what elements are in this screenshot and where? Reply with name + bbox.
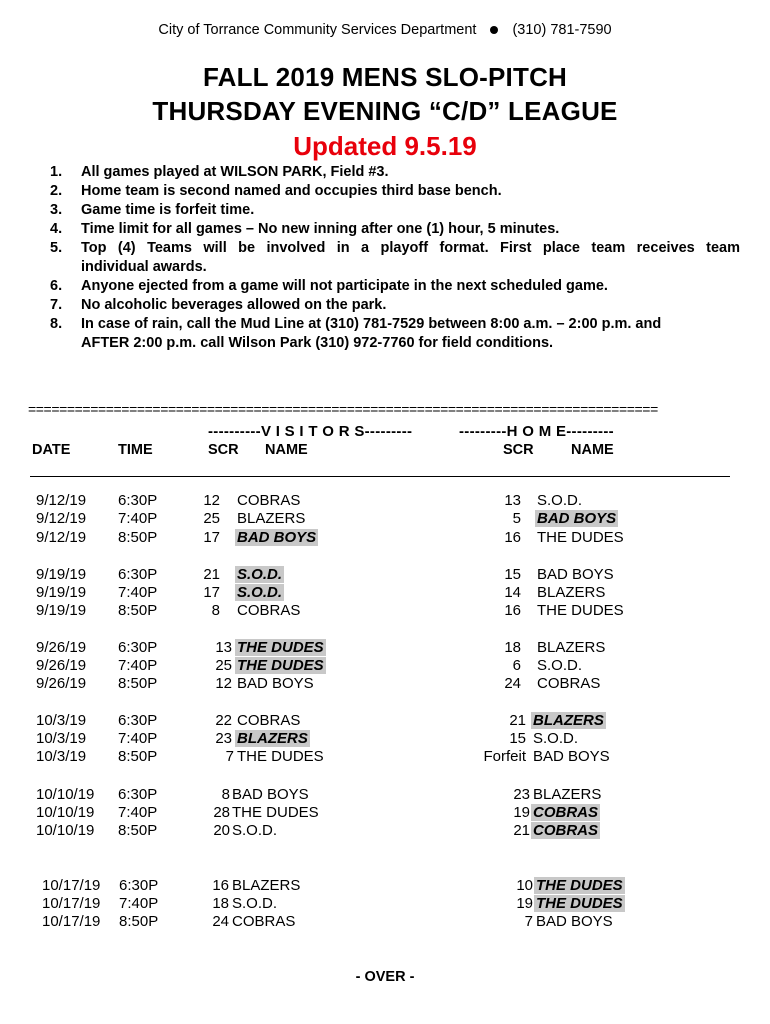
- home-score-text: 18: [504, 639, 521, 656]
- home-team-text: S.O.D.: [537, 492, 583, 509]
- game-time-text: 7:40P: [118, 730, 158, 747]
- visitor-team-text: THE DUDES: [237, 639, 324, 656]
- visitor-score: [213, 804, 230, 822]
- visitor-score: [222, 786, 230, 804]
- visitor-score: [203, 510, 220, 528]
- rule-item: [50, 296, 740, 315]
- divider-line: =================================================================================: [28, 401, 658, 417]
- visitor-team: [237, 748, 324, 766]
- home-score: [513, 786, 530, 804]
- visitor-score-text: 16: [212, 877, 229, 894]
- visitor-team-text: BLAZERS: [237, 730, 308, 747]
- home-team: [537, 492, 582, 510]
- game-time: [118, 602, 157, 620]
- home-score: [504, 529, 521, 547]
- home-score-text: 15: [504, 566, 521, 583]
- home-team-text: BLAZERS: [533, 786, 602, 803]
- visitor-score-text: 25: [215, 657, 232, 674]
- visitor-score: [203, 566, 220, 584]
- home-team-text: BLAZERS: [533, 712, 604, 729]
- home-team: [537, 510, 618, 528]
- rule-number: 1.: [50, 164, 63, 180]
- visitor-team: [237, 529, 318, 547]
- home-team: [533, 730, 578, 748]
- home-score: [513, 822, 530, 840]
- game-date: [36, 566, 86, 584]
- game-date: [36, 602, 86, 620]
- game-date: [36, 804, 94, 822]
- visitor-score-text: 22: [215, 712, 232, 729]
- home-team: [537, 584, 605, 602]
- home-team: [537, 529, 624, 547]
- home-score-text: 14: [504, 584, 521, 601]
- game-date-text: 10/17/19: [42, 895, 101, 912]
- visitor-score: [215, 657, 232, 675]
- home-score-text: 15: [509, 730, 526, 747]
- home-score: [509, 730, 526, 748]
- home-score: [504, 639, 521, 657]
- game-date-text: 10/17/19: [42, 877, 101, 894]
- home-team-text: S.O.D.: [537, 657, 583, 674]
- game-date-text: 10/3/19: [36, 748, 87, 765]
- home-score: [516, 895, 533, 913]
- league-rules-list: [50, 163, 740, 353]
- home-score-text: 5: [512, 510, 521, 527]
- game-time: [118, 584, 157, 602]
- visitor-score: [212, 913, 229, 931]
- home-team-text: COBRAS: [537, 675, 601, 692]
- visitor-score: [215, 639, 232, 657]
- game-date-text: 10/10/19: [36, 822, 95, 839]
- game-date-text: 9/12/19: [36, 492, 87, 509]
- visitor-score: [203, 492, 220, 510]
- home-team: [536, 877, 625, 895]
- rule-number: 8.: [50, 316, 63, 332]
- home-score: [513, 804, 530, 822]
- page-title-line-1: FALL 2019 MENS SLO-PITCH: [202, 62, 568, 92]
- home-team-text: BLAZERS: [537, 639, 606, 656]
- visitor-team-text: COBRAS: [237, 492, 301, 509]
- rule-text: Top (4) Teams will be involved in a playoff format. First place team receives team: [81, 240, 740, 256]
- rule-item: [50, 315, 740, 334]
- visitor-score-text: 18: [212, 895, 229, 912]
- rule-number: 2.: [50, 183, 63, 199]
- home-team-text: S.O.D.: [533, 730, 579, 747]
- visitor-team-text: THE DUDES: [237, 657, 324, 674]
- visitor-team-text: THE DUDES: [232, 804, 319, 821]
- rule-item: [50, 277, 740, 296]
- game-time-text: 7:40P: [118, 804, 158, 821]
- visitor-team: [232, 877, 300, 895]
- game-time: [118, 712, 157, 730]
- game-date: [36, 639, 86, 657]
- game-date: [36, 492, 86, 510]
- home-score-text: 16: [504, 602, 521, 619]
- home-team: [537, 657, 582, 675]
- home-score-text: 21: [509, 712, 526, 729]
- visitor-team-text: S.O.D.: [237, 584, 283, 601]
- visitor-team-text: S.O.D.: [232, 822, 278, 839]
- visitor-score-text: 13: [215, 639, 232, 656]
- visitor-team-text: S.O.D.: [232, 895, 278, 912]
- home-team: [537, 639, 605, 657]
- home-score: [504, 492, 521, 510]
- game-date: [36, 510, 86, 528]
- visitor-score: [215, 712, 232, 730]
- rule-text: Time limit for all games – No new inning after one (1) hour, 5 minutes.: [81, 221, 560, 237]
- home-team-text: THE DUDES: [537, 529, 624, 546]
- column-date: DATE: [32, 442, 71, 458]
- rule-number: 3.: [50, 202, 63, 218]
- home-score-text: 19: [516, 895, 533, 912]
- game-time: [118, 822, 157, 840]
- visitor-score: [215, 730, 232, 748]
- home-score: [504, 675, 521, 693]
- home-team-text: COBRAS: [533, 804, 599, 821]
- home-team-text: THE DUDES: [536, 877, 623, 894]
- rule-text: In case of rain, call the Mud Line at (310) 781-7529 between 8:00 a.m. – 2:00 p.m. and: [81, 316, 662, 332]
- home-score: [483, 748, 526, 766]
- visitor-team-text: COBRAS: [232, 913, 296, 930]
- header-underline: [30, 476, 730, 477]
- game-date: [36, 822, 94, 840]
- home-team-text: BLAZERS: [537, 584, 606, 601]
- department-name: City of Torrance Community Services Department: [158, 22, 477, 38]
- visitor-team: [237, 675, 314, 693]
- home-score-text: 10: [516, 877, 533, 894]
- home-team-text: BAD BOYS: [537, 566, 614, 583]
- game-date: [36, 748, 86, 766]
- column-home-score: SCR: [503, 442, 534, 458]
- game-date: [36, 730, 86, 748]
- visitor-team-text: BAD BOYS: [232, 786, 309, 803]
- visitors-header: ----------V I S I T O R S---------: [208, 423, 413, 440]
- column-time: TIME: [118, 442, 153, 458]
- rule-item: [50, 220, 740, 239]
- game-date: [42, 895, 100, 913]
- home-score-text: 16: [504, 529, 521, 546]
- game-date-text: 9/12/19: [36, 529, 87, 546]
- home-score-text: 19: [513, 804, 530, 821]
- game-date: [36, 675, 86, 693]
- home-score: [504, 584, 521, 602]
- rule-item: [50, 239, 740, 258]
- visitor-team-text: S.O.D.: [237, 566, 283, 583]
- visitor-score: [212, 895, 229, 913]
- rule-text: Home team is second named and occupies third base bench.: [81, 183, 502, 199]
- home-score-text: 13: [504, 492, 521, 509]
- visitor-score-text: 8: [221, 786, 230, 803]
- game-time: [118, 730, 157, 748]
- game-time: [118, 657, 157, 675]
- home-score: [504, 602, 521, 620]
- game-date-text: 10/10/19: [36, 804, 95, 821]
- game-date-text: 9/26/19: [36, 639, 87, 656]
- rule-item-continued: [50, 334, 740, 353]
- home-team: [533, 786, 601, 804]
- game-date-text: 9/19/19: [36, 584, 87, 601]
- home-team: [537, 602, 624, 620]
- game-time-text: 6:30P: [118, 566, 158, 583]
- game-time: [118, 492, 157, 510]
- rule-number: 5.: [50, 240, 63, 256]
- visitor-team-text: COBRAS: [237, 602, 301, 619]
- visitor-team: [237, 639, 326, 657]
- visitor-team-text: BAD BOYS: [237, 529, 317, 546]
- game-time-text: 7:40P: [118, 657, 158, 674]
- visitor-team: [237, 566, 284, 584]
- game-time-text: 6:30P: [118, 639, 158, 656]
- game-time: [118, 786, 157, 804]
- game-date-text: 10/10/19: [36, 786, 95, 803]
- home-score-text: 6: [512, 657, 521, 674]
- visitor-team-text: BLAZERS: [232, 877, 301, 894]
- department-header: [0, 22, 770, 38]
- home-score: [513, 510, 521, 528]
- visitor-team: [237, 510, 305, 528]
- rule-text: Game time is forfeit time.: [81, 202, 255, 218]
- rule-item: [50, 182, 740, 201]
- visitor-team: [232, 786, 309, 804]
- game-time: [119, 895, 158, 913]
- home-score: [513, 657, 521, 675]
- home-team: [536, 913, 613, 931]
- visitor-team: [237, 492, 300, 510]
- visitor-score: [212, 877, 229, 895]
- game-time-text: 8:50P: [118, 602, 158, 619]
- home-team-text: BAD BOYS: [533, 748, 610, 765]
- game-time-text: 7:40P: [118, 584, 158, 601]
- visitor-team: [237, 602, 300, 620]
- game-date: [36, 786, 94, 804]
- visitor-score-text: 12: [203, 492, 220, 509]
- game-date-text: 10/3/19: [36, 712, 87, 729]
- page-title-line-2: THURSDAY EVENING “C/D” LEAGUE: [152, 96, 618, 126]
- rule-number: 7.: [50, 297, 63, 313]
- game-date: [42, 877, 100, 895]
- visitor-score-text: 17: [203, 584, 220, 601]
- rule-text: No alcoholic beverages allowed on the park.: [81, 297, 387, 313]
- game-date-text: 9/19/19: [36, 602, 87, 619]
- visitor-score-text: 12: [215, 675, 232, 692]
- visitor-score-text: 24: [212, 913, 229, 930]
- game-date-text: 9/19/19: [36, 566, 87, 583]
- visitor-team: [232, 822, 277, 840]
- game-time-text: 8:50P: [118, 822, 158, 839]
- game-time-text: 6:30P: [118, 492, 158, 509]
- game-time-text: 7:40P: [119, 895, 159, 912]
- game-date-text: 9/12/19: [36, 510, 87, 527]
- game-date-text: 9/26/19: [36, 675, 87, 692]
- visitor-team-text: COBRAS: [237, 712, 301, 729]
- visitor-score-text: 28: [213, 804, 230, 821]
- visitor-score: [203, 584, 220, 602]
- game-date: [36, 657, 86, 675]
- rule-text: AFTER 2:00 p.m. call Wilson Park (310) 972-7760 for field conditions.: [81, 335, 554, 351]
- home-team: [533, 804, 600, 822]
- visitor-team: [237, 584, 284, 602]
- visitor-team-text: THE DUDES: [237, 748, 324, 765]
- visitor-score: [215, 675, 232, 693]
- column-visitor-name: NAME: [265, 442, 308, 458]
- home-team: [533, 712, 606, 730]
- visitor-score-text: 20: [213, 822, 230, 839]
- home-team: [536, 895, 625, 913]
- home-score: [504, 566, 521, 584]
- visitor-score-text: 23: [215, 730, 232, 747]
- rule-number: 4.: [50, 221, 63, 237]
- visitor-score-text: 21: [203, 566, 220, 583]
- visitor-score-text: 25: [203, 510, 220, 527]
- column-visitor-score: SCR: [208, 442, 239, 458]
- game-time-text: 8:50P: [118, 748, 158, 765]
- rule-text: All games played at WILSON PARK, Field #3.: [81, 164, 389, 180]
- game-date: [36, 712, 86, 730]
- home-team-text: COBRAS: [533, 822, 599, 839]
- game-date-text: 9/26/19: [36, 657, 87, 674]
- game-time: [118, 529, 157, 547]
- visitor-score-text: 17: [203, 529, 220, 546]
- home-score-text: 7: [524, 913, 533, 930]
- visitor-team-text: BLAZERS: [237, 510, 306, 527]
- bullet-icon: [490, 26, 498, 34]
- home-score-text: 24: [504, 675, 521, 692]
- home-score-text: Forfeit: [483, 748, 526, 765]
- game-time-text: 6:30P: [118, 786, 158, 803]
- visitor-team: [237, 657, 326, 675]
- visitor-score: [203, 529, 220, 547]
- visitor-score-text: 7: [225, 748, 234, 765]
- rule-item: [50, 201, 740, 220]
- home-header: ---------H O M E---------: [459, 423, 614, 440]
- game-date: [42, 913, 100, 931]
- home-team: [533, 822, 600, 840]
- visitor-team: [237, 712, 300, 730]
- rule-item-continued: [50, 258, 740, 277]
- column-home-name: NAME: [571, 442, 614, 458]
- game-time: [119, 877, 158, 895]
- home-score: [525, 913, 533, 931]
- home-team: [537, 675, 600, 693]
- rule-number: 6.: [50, 278, 63, 294]
- visitor-team: [232, 913, 295, 931]
- home-score-text: 21: [513, 822, 530, 839]
- game-time-text: 8:50P: [118, 529, 158, 546]
- game-time: [118, 748, 157, 766]
- visitor-score: [226, 748, 234, 766]
- game-time-text: 8:50P: [119, 913, 159, 930]
- visitor-score-text: 8: [211, 602, 220, 619]
- rule-item: [50, 163, 740, 182]
- home-score: [509, 712, 526, 730]
- game-date-text: 10/17/19: [42, 913, 101, 930]
- updated-notice: Updated 9.5.19: [293, 131, 477, 161]
- game-time: [118, 675, 157, 693]
- home-score-text: 23: [513, 786, 530, 803]
- department-phone: (310) 781-7590: [512, 22, 612, 38]
- game-time: [118, 639, 157, 657]
- game-time-text: 8:50P: [118, 675, 158, 692]
- over-footer: - OVER -: [355, 969, 415, 985]
- home-team-text: THE DUDES: [537, 602, 624, 619]
- visitor-team: [232, 895, 277, 913]
- game-time: [118, 804, 157, 822]
- game-time: [118, 510, 157, 528]
- home-score: [516, 877, 533, 895]
- game-date-text: 10/3/19: [36, 730, 87, 747]
- game-date: [36, 529, 86, 547]
- home-team: [537, 566, 614, 584]
- visitor-team: [237, 730, 310, 748]
- home-team: [533, 748, 610, 766]
- home-team-text: THE DUDES: [536, 895, 623, 912]
- visitor-score: [213, 822, 230, 840]
- visitor-team: [232, 804, 319, 822]
- home-team-text: BAD BOYS: [536, 913, 613, 930]
- game-date: [36, 584, 86, 602]
- game-time-text: 6:30P: [119, 877, 159, 894]
- game-time: [118, 566, 157, 584]
- game-time: [119, 913, 158, 931]
- game-time-text: 6:30P: [118, 712, 158, 729]
- rule-text: individual awards.: [81, 259, 207, 275]
- game-time-text: 7:40P: [118, 510, 158, 527]
- rule-text: Anyone ejected from a game will not participate in the next scheduled game.: [81, 278, 608, 294]
- visitor-score: [212, 602, 220, 620]
- home-team-text: BAD BOYS: [537, 510, 617, 527]
- visitor-team-text: BAD BOYS: [237, 675, 314, 692]
